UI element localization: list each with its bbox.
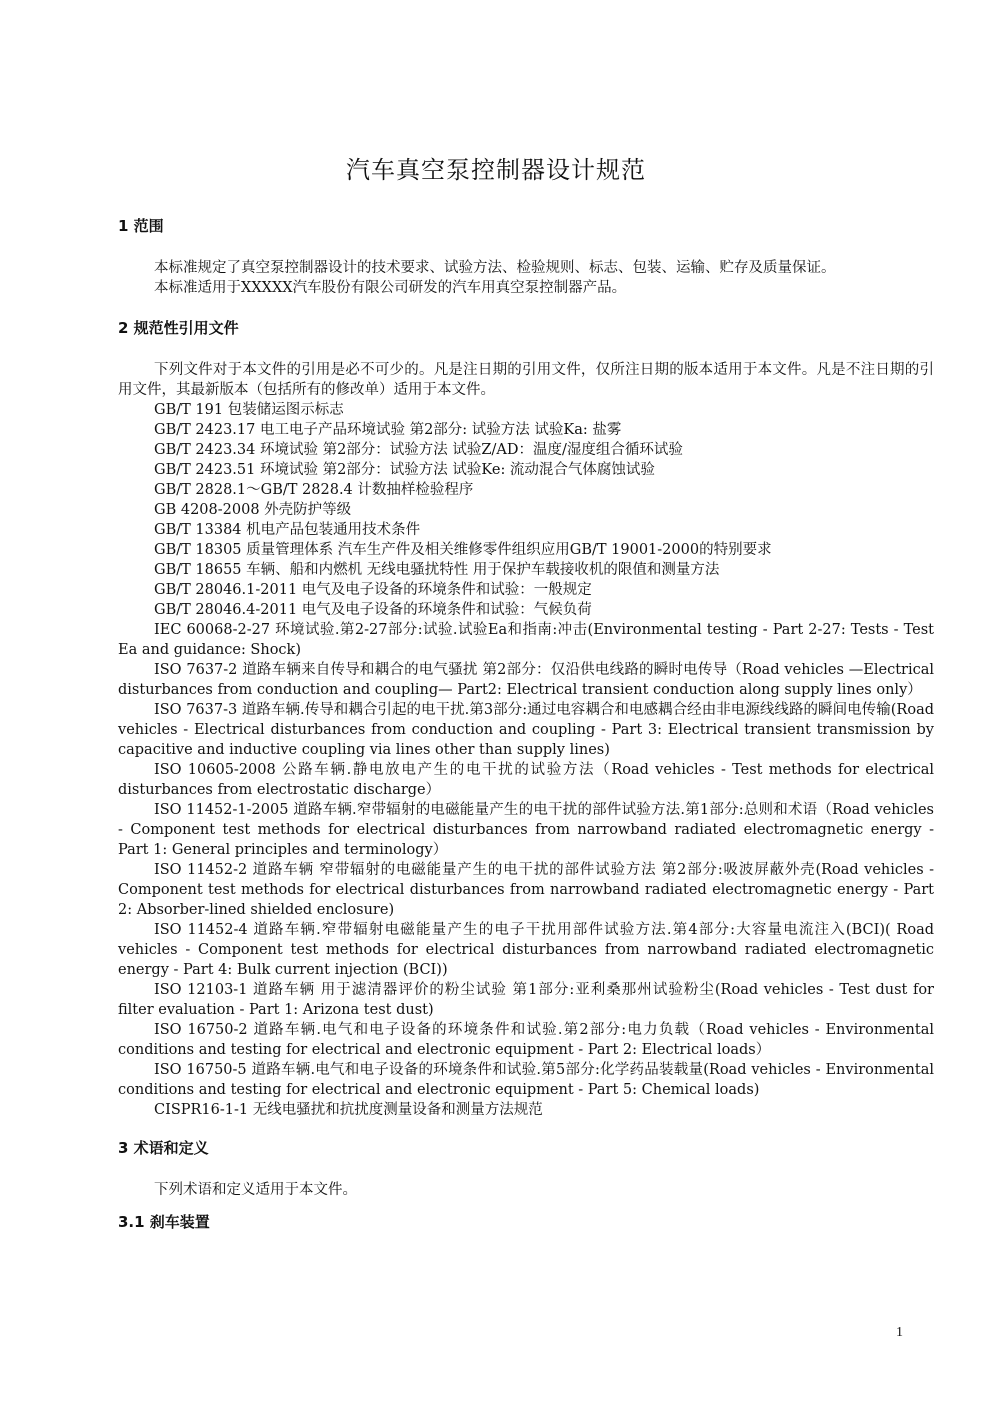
reference-item: GB 4208-2008 外壳防护等级 bbox=[154, 502, 352, 518]
reference-item: GB/T 2423.34 环境试验 第2部分：试验方法 试验Z/AD：温度/湿度组合循环试验 bbox=[154, 442, 683, 458]
document-title: 汽车真空泵控制器设计规范 bbox=[346, 156, 646, 184]
section-3-1-heading: 3.1 刹车装置 bbox=[118, 1213, 210, 1231]
section-3-heading: 3 术语和定义 bbox=[118, 1139, 209, 1157]
reference-item: GB/T 18305 质量管理体系 汽车生产件及相关维修零件组织应用GB/T 19001-2000的特别要求 bbox=[154, 542, 772, 558]
reference-item: GB/T 2423.51 环境试验 第2部分：试验方法 试验Ke: 流动混合气体腐蚀试验 bbox=[154, 462, 655, 478]
references-intro: 下列文件对于本文件的引用是必不可少的。凡是注日期的引用文件，仅所注日期的版本适用于本文件。凡是不注日期的引用文件，其最新版本（包括所有的修改单）适用于本文件。 bbox=[118, 362, 934, 398]
section-1-heading: 1 范围 bbox=[118, 217, 164, 235]
reference-item: ISO 10605-2008 公路车辆.静电放电产生的电干扰的试验方法（Road vehicles - Test methods for electrical disturbances from electrostatic discharge） bbox=[118, 762, 934, 798]
scope-paragraph-1: 本标准规定了真空泵控制器设计的技术要求、试验方法、检验规则、标志、包装、运输、贮存及质量保证。 bbox=[154, 260, 836, 276]
reference-item: GB/T 18655 车辆、船和内燃机 无线电骚扰特性 用于保护车载接收机的限值和测量方法 bbox=[154, 562, 720, 578]
reference-item: ISO 16750-2 道路车辆.电气和电子设备的环境条件和试验.第2部分:电力负载（Road vehicles - Environmental conditions and testing for electrical and electronic equipment - Part 2: Electrical loads） bbox=[118, 1022, 934, 1058]
reference-item: ISO 7637-2 道路车辆来自传导和耦合的电气骚扰 第2部分：仅沿供电线路的瞬时电传导（Road vehicles —Electrical disturbances from conduction and coupling— Part2: Electrical transient conduction along supply lines only） bbox=[118, 662, 934, 698]
reference-item: CISPR16-1-1 无线电骚扰和抗扰度测量设备和测量方法规范 bbox=[154, 1102, 543, 1118]
reference-item: ISO 11452-1-2005 道路车辆.窄带辐射的电磁能量产生的电干扰的部件试验方法.第1部分:总则和术语（Road vehicles - Component test methods for electrical disturbances from narrowband radiated electromagnetic energy - Part 1: General principles and terminology） bbox=[118, 802, 934, 858]
reference-item: GB/T 2423.17 电工电子产品环境试验 第2部分: 试验方法 试验Ka: 盐雾 bbox=[154, 422, 622, 438]
reference-item: ISO 16750-5 道路车辆.电气和电子设备的环境条件和试验.第5部分:化学药品装载量(Road vehicles - Environmental conditions and testing for electrical and electronic equipment - Part 5: Chemical loads) bbox=[118, 1062, 934, 1098]
reference-item: GB/T 28046.4-2011 电气及电子设备的环境条件和试验：气候负荷 bbox=[154, 602, 592, 618]
terms-intro: 下列术语和定义适用于本文件。 bbox=[154, 1182, 357, 1198]
document-body bbox=[118, 216, 934, 1232]
reference-item: ISO 12103-1 道路车辆 用于滤清器评价的粉尘试验 第1部分:亚利桑那州试验粉尘(Road vehicles - Test dust for filter evaluation - Part 1: Arizona test dust) bbox=[118, 982, 934, 1018]
reference-item: ISO 11452-2 道路车辆 窄带辐射的电磁能量产生的电干扰的部件试验方法 第2部分:吸波屏蔽外壳(Road vehicles - Component test methods for electrical disturbances from narrowband radiated electromagnetic energy - Part 2: Absorber-lined shielded enclosure) bbox=[118, 862, 934, 918]
scope-paragraph-2: 本标准适用于XXXXX汽车股份有限公司研发的汽车用真空泵控制器产品。 bbox=[154, 280, 627, 296]
reference-list bbox=[118, 400, 934, 1120]
reference-item: ISO 7637-3 道路车辆.传导和耦合引起的电干扰.第3部分:通过电容耦合和电感耦合经由非电源线线路的瞬间电传输(Road vehicles - Electrical disturbances from conduction and coupling - Part 3: Electrical transient transmission by capacitive and inductive coupling via lines other than supply lines) bbox=[118, 702, 934, 758]
reference-item: GB/T 191 包装储运图示标志 bbox=[154, 402, 344, 418]
reference-item: GB/T 13384 机电产品包装通用技术条件 bbox=[154, 522, 421, 538]
reference-item: ISO 11452-4 道路车辆.窄带辐射电磁能量产生的电子干扰用部件试验方法.第4部分:大容量电流注入(BCI)( Road vehicles - Component test methods for electrical disturbances from narrowband radiated electromagnetic energy - Part 4: Bulk current injection (BCI)) bbox=[118, 922, 934, 978]
reference-item: IEC 60068-2-27 环境试验.第2-27部分:试验.试验Ea和指南:冲击(Environmental testing - Part 2-27: Tests - Test Ea and guidance: Shock) bbox=[118, 622, 934, 658]
reference-item: GB/T 28046.1-2011 电气及电子设备的环境条件和试验：一般规定 bbox=[154, 582, 592, 598]
section-2-heading: 2 规范性引用文件 bbox=[118, 319, 239, 337]
page-number: 1 bbox=[896, 1325, 903, 1340]
reference-item: GB/T 2828.1～GB/T 2828.4 计数抽样检验程序 bbox=[154, 482, 474, 498]
